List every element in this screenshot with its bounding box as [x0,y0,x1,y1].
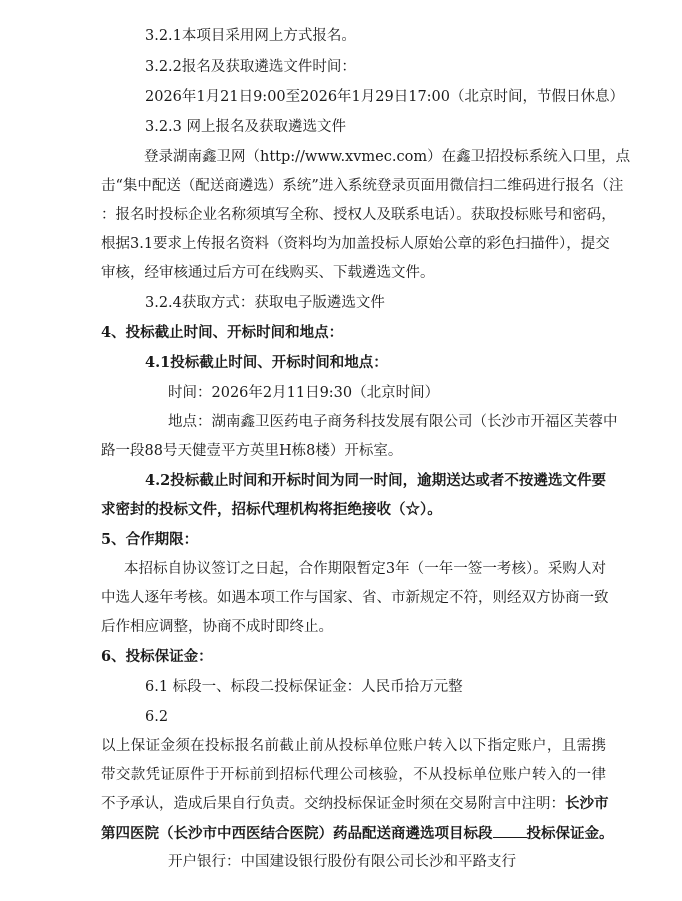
bid-opening-place-line-2: 路一段88号天健壹平方英里H栋8楼）开标室。 [101,443,403,459]
online-registration-text-line-2: 击“集中配送（配送商遴选）系统”进入系统登录页面用微信扫二维码进行报名（注 [101,178,624,194]
registration-period: 2026年1月21日9:00至2026年1月29日17:00（北京时间，节假日休息） [145,89,625,105]
bank-account-line: 开户银行：中国建设银行股份有限公司长沙和平路支行 [168,854,516,870]
clause-6-2: 6.2 [145,709,169,725]
lot-number-blank [493,823,527,838]
deposit-text-line-4 [101,823,614,844]
section-6-heading: 6、投标保证金： [101,648,213,665]
online-registration-text-line-4: 根据3.1要求上传报名资料（资料均为加盖投标人原始公章的彩色扫描件），提交 [101,236,610,252]
online-registration-text-line-3: ：报名时投标企业名称须填写全称、授权人及联系电话）。获取投标账号和密码， [101,207,616,223]
deposit-note-hospital-start: 长沙市 [565,795,609,812]
bid-opening-time: 时间：2026年2月11日9:30（北京时间） [168,385,440,401]
section-4-heading: 4、投标截止时间、开标时间和地点： [101,324,344,341]
clause-4-2-line-1: 4.2投标截止时间和开标时间为同一时间，逾期送达或者不按遴选文件要 [145,472,606,489]
deposit-note-text: 不予承认，造成后果自行负责。交纳投标保证金时须在交易附言中注明： [101,796,565,812]
deposit-text-line-2: 带交款凭证原件于开标前到招标代理公司核验，不从投标单位账户转入的一律 [101,767,606,783]
clause-3-2-3: 3.2.3 网上报名及获取遴选文件 [145,119,347,135]
section-5-heading: 5、合作期限： [101,531,199,548]
cooperation-period-line-1: 本招标自协议签订之日起，合作期限暂定3年（一年一签一考核）。采购人对 [124,561,606,577]
cooperation-period-line-2: 中选人逐年考核。如遇本项工作与国家、省、市新规定不符，则经双方协商一致 [101,590,609,606]
deposit-text-line-3 [101,794,609,814]
bid-opening-place-line-1: 地点：湖南鑫卫医药电子商务科技发展有限公司（长沙市开福区芙蓉中 [168,414,618,430]
deposit-note-suffix: 投标保证金。 [526,825,614,842]
clause-3-2-1: 3.2.1本项目采用网上方式报名。 [145,28,356,44]
deposit-text-line-1: 以上保证金须在投标报名前截止前从投标单位账户转入以下指定账户，且需携 [101,738,606,754]
deposit-note-project: 第四医院（长沙市中西医结合医院）药品配送商遴选项目标段 [101,825,493,842]
clause-4-1-heading: 4.1投标截止时间、开标时间和地点： [145,354,388,371]
online-registration-text-line-1: 登录湖南鑫卫网（http://www.xvmec.com）在鑫卫招投标系统入口里，点 [144,149,631,165]
clause-6-1: 6.1 标段一、标段二投标保证金：人民币拾万元整 [145,679,463,695]
clause-3-2-4: 3.2.4获取方式：获取电子版遴选文件 [145,295,385,311]
cooperation-period-line-3: 后作相应调整，协商不成时即终止。 [101,619,333,635]
online-registration-text-line-5: 审核，经审核通过后方可在线购买、下载遴选文件。 [101,265,435,281]
clause-3-2-2: 3.2.2报名及获取遴选文件时间： [145,59,356,75]
clause-4-2-line-2: 求密封的投标文件，招标代理机构将拒绝接收（☆）。 [101,501,442,518]
